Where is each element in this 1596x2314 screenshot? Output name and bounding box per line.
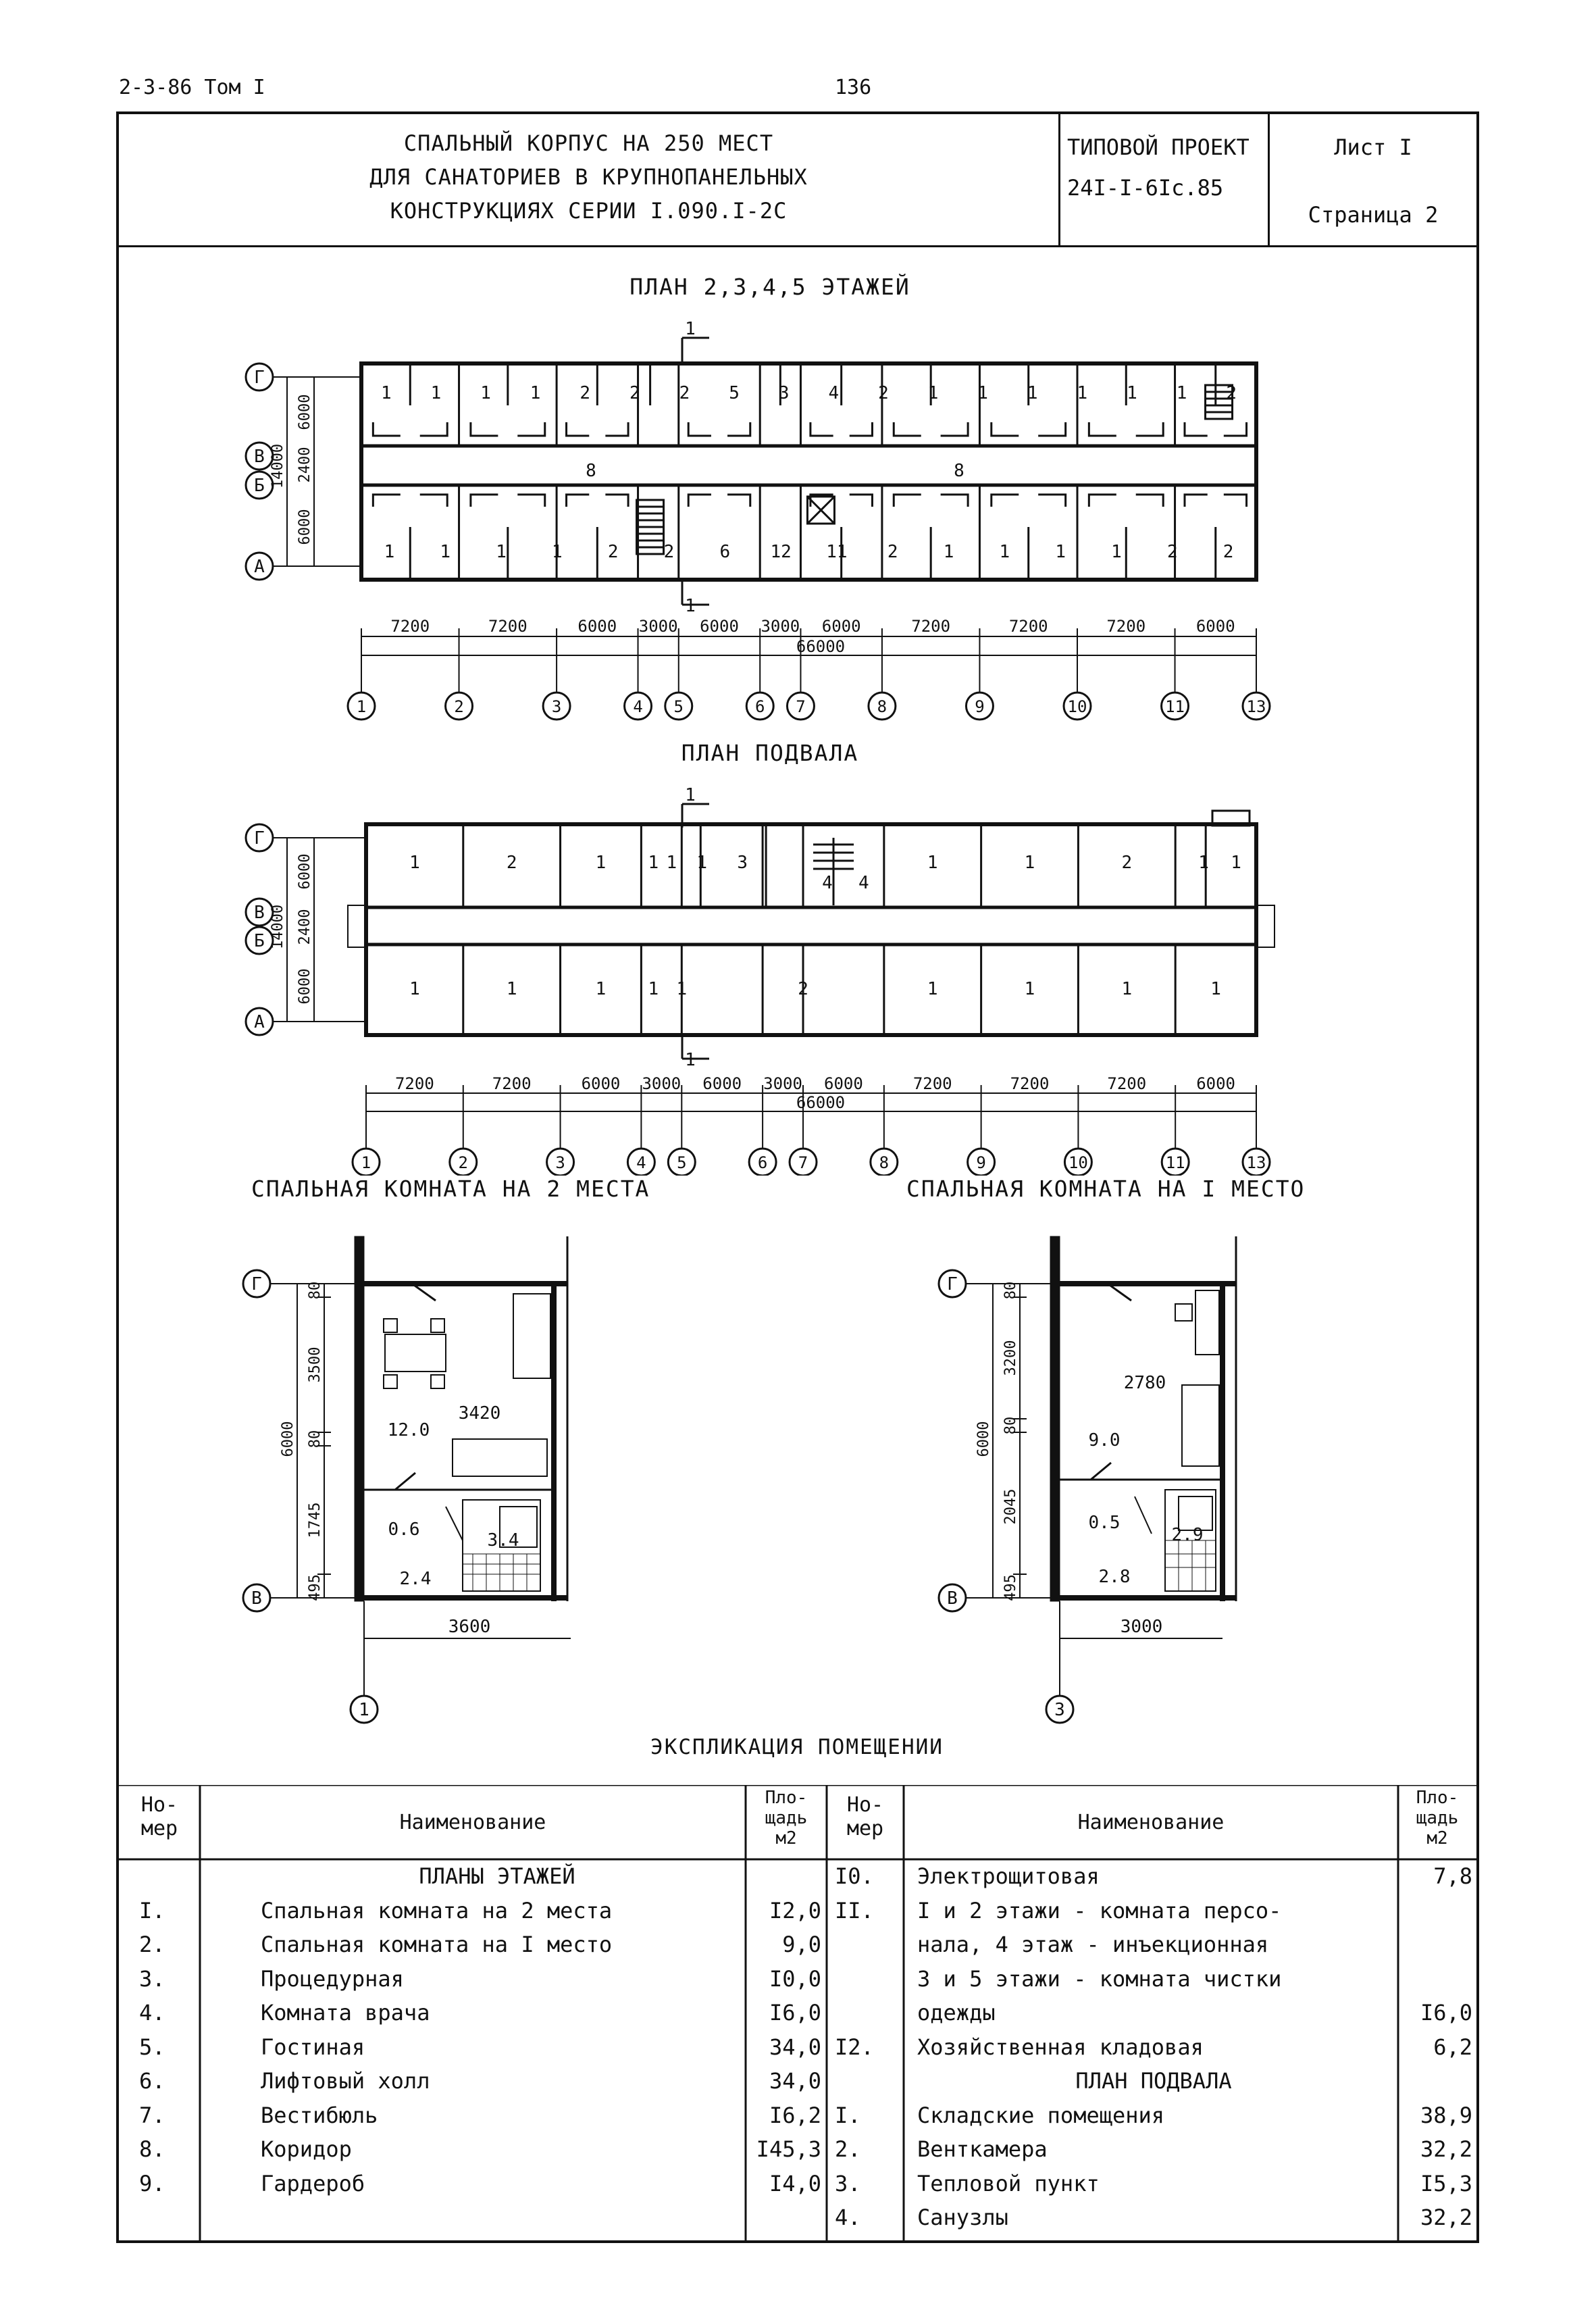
basement-plan — [223, 770, 1317, 1176]
explication-right-num: II. — [835, 1897, 874, 1923]
floor-top-room-label: 1 — [927, 383, 939, 403]
explication-right-num: I. — [835, 2102, 861, 2128]
basement-top-room-label: 1 — [927, 853, 938, 873]
floor-section-label-bottom: 1 — [685, 596, 696, 616]
floor-top-room-label: 1 — [1027, 383, 1038, 403]
explication-left-num: 6. — [139, 2068, 165, 2094]
floor-bathroom-fixture-top — [894, 422, 968, 436]
floor-bay-dim: 6000 — [1195, 617, 1235, 636]
floor-axis-col-label: 1 — [356, 697, 367, 716]
floor-dim-vert-1: 6000 — [297, 394, 313, 430]
basement-bay-dim: 6000 — [702, 1074, 742, 1093]
floor-axis-col-label: 9 — [975, 697, 985, 716]
room-one-area-bath: 2.9 — [1171, 1525, 1204, 1545]
wardrobe — [1195, 1290, 1219, 1355]
explication-right-area: 38,9 — [1420, 2102, 1472, 2128]
floor-dim-vert-3: 6000 — [297, 509, 313, 545]
basement-plan-heading: ПЛАН ПОДВАЛА — [681, 740, 859, 766]
floor-axis-col-label: 10 — [1067, 697, 1087, 716]
floor-top-room-label: 2 — [679, 383, 690, 403]
explication-left-num: 9. — [139, 2170, 165, 2196]
basement-bottom-room-label: 1 — [409, 979, 420, 999]
sheet-number: Лист I — [1334, 134, 1412, 160]
basement-bay-dim: 7200 — [492, 1074, 532, 1093]
basement-axis-row-label-V: В — [254, 903, 265, 923]
room-one-axis-bottom: В — [947, 1588, 958, 1609]
floor-axis-row-label-A: А — [254, 557, 265, 577]
basement-axis-col-label: 3 — [555, 1153, 565, 1172]
basement-bay-dim: 6000 — [1196, 1074, 1235, 1093]
header-area-right: Пло- щадь м2 — [1416, 1788, 1459, 1848]
floor-bottom-room-label: 2 — [663, 542, 675, 562]
room-two-dim-5: 495 — [307, 1574, 324, 1601]
floor-bottom-room-label: 1 — [552, 542, 563, 562]
basement-bay-dim: 6000 — [824, 1074, 863, 1093]
explication-right-num: I2. — [835, 2034, 874, 2060]
floor-top-room-label: 3 — [778, 383, 790, 403]
floor-top-room-label: 1 — [1077, 383, 1088, 403]
floor-bottom-room-label: 2 — [1166, 542, 1178, 562]
basement-axis-col-label: 7 — [798, 1153, 808, 1172]
explication-left-name: Коридор — [261, 2136, 352, 2162]
floor-axis-col-label: 5 — [673, 697, 684, 716]
title-line-1: СПАЛЬНЫЙ КОРПУС НА 250 МЕСТ — [403, 130, 774, 156]
explication-right-name: Санузлы — [917, 2205, 1008, 2230]
explication-right-num: 3. — [835, 2170, 861, 2196]
basement-top-room-labels — [409, 853, 1241, 893]
floor-bay-dim: 6000 — [700, 617, 739, 636]
room-two-dim-1: 80 — [307, 1281, 324, 1300]
explication-right-name: Венткамера — [917, 2136, 1048, 2162]
floor-bathroom-fixture-top — [1185, 422, 1247, 436]
room-one-axis-top: Г — [947, 1274, 958, 1294]
explication-left-num: 5. — [139, 2034, 165, 2060]
explication-left-area: I0,0 — [769, 1965, 821, 1992]
floor-top-room-label: 2 — [580, 383, 591, 403]
basement-top-room-label: 4 — [858, 873, 869, 893]
document-reference: 2-3-86 Том I — [119, 76, 265, 99]
basement-stair-left — [348, 905, 366, 947]
floor-bathroom-fixture-bottom — [373, 495, 447, 507]
floor-bathroom-fixture-top — [567, 422, 629, 436]
room-two-area-small: 0.6 — [388, 1519, 420, 1540]
explication-right-name: одежды — [917, 2000, 996, 2026]
basement-top-room-label: 1 — [1231, 853, 1241, 873]
basement-bottom-room-label: 1 — [927, 979, 938, 999]
floor-bathroom-fixture-bottom — [894, 495, 968, 507]
room-one-area-small: 0.5 — [1088, 1513, 1121, 1533]
basement-axis-row-label-A: А — [254, 1012, 265, 1032]
basement-section-label-bottom: 1 — [685, 1050, 696, 1070]
floor-bottom-room-label: 1 — [384, 542, 395, 562]
basement-bay-dim: 3000 — [763, 1074, 802, 1093]
basement-axis-col-label: 9 — [976, 1153, 986, 1172]
room-one-area: 9.0 — [1088, 1430, 1121, 1451]
floor-top-room-label: 1 — [480, 383, 491, 403]
explication-right-name: Электрощитовая — [917, 1863, 1100, 1889]
explication-right-name: Складские помещения — [917, 2102, 1165, 2128]
basement-top-room-label: 1 — [666, 853, 677, 873]
room-two-dim-total: 6000 — [280, 1421, 297, 1457]
explication-right-area: 32,2 — [1420, 2205, 1472, 2230]
floor-bay-dim: 7200 — [911, 617, 951, 636]
explication-left-area: I4,0 — [769, 2170, 821, 2196]
basement-top-room-label: 2 — [1121, 853, 1133, 873]
explication-left-area: 34,0 — [769, 2034, 821, 2060]
floor-axis-row-label-G: Г — [254, 368, 265, 388]
floor-bay-dim: 7200 — [390, 617, 430, 636]
floor-bottom-room-label: 1 — [1111, 542, 1122, 562]
explication-left-name: Лифтовый холл — [261, 2068, 430, 2094]
floor-bathroom-fixture-top — [471, 422, 545, 436]
basement-dim-vert-1: 6000 — [297, 853, 313, 890]
floor-column-axes — [348, 693, 1270, 720]
floor-corridor-label-2: 8 — [954, 461, 964, 481]
basement-axis-col-label: 10 — [1068, 1153, 1088, 1172]
room-one-exterior-wall — [1050, 1236, 1060, 1601]
explication-left-name: Спальная комната на 2 места — [261, 1897, 613, 1923]
header-num-right: Но- мер — [846, 1793, 884, 1840]
floor-top-room-label: 1 — [1176, 383, 1187, 403]
basement-axis-col-label: 11 — [1165, 1153, 1185, 1172]
basement-axis-col-label: 6 — [757, 1153, 768, 1172]
basement-bay-dim: 3000 — [642, 1074, 681, 1093]
explication-right-num: 4. — [835, 2205, 861, 2230]
table — [385, 1334, 446, 1372]
floor-bottom-room-label: 1 — [999, 542, 1010, 562]
explication-table — [119, 1785, 1476, 2240]
basement-bottom-room-label: 1 — [506, 979, 517, 999]
floor-bathroom-fixture-bottom — [688, 495, 750, 507]
bed — [1182, 1385, 1219, 1466]
floor-bottom-room-labels — [384, 542, 1234, 562]
room-one-inner-width: 2780 — [1123, 1373, 1166, 1393]
floor-top-room-labels — [381, 383, 1237, 403]
floor-bathroom-fixture-bottom — [567, 495, 629, 507]
floor-top-room-label: 1 — [1127, 383, 1137, 403]
floor-corridor-label-1: 8 — [586, 461, 596, 481]
floor-bottom-room-label: 2 — [607, 542, 619, 562]
room-one-dim-4: 2045 — [1002, 1488, 1019, 1525]
explication-left-name: Процедурная — [261, 1965, 404, 1992]
room-two-area-bath: 3.4 — [487, 1530, 519, 1551]
project-label: ТИПОВОЙ ПРОЕКТ — [1067, 134, 1250, 160]
floor-axis-row-label-V: В — [254, 447, 265, 467]
explication-left-area: I45,3 — [756, 2136, 821, 2162]
room-one-axis-col: 3 — [1054, 1700, 1065, 1720]
floor-bottom-room-label: 1 — [1055, 542, 1066, 562]
room-two-axis-bottom: В — [251, 1588, 262, 1609]
floor-top-room-label: 1 — [530, 383, 541, 403]
explication-left-num: 7. — [139, 2102, 165, 2128]
basement-bay-dim: 7200 — [394, 1074, 434, 1093]
basement-axis-col-label: 5 — [677, 1153, 687, 1172]
explication-left-name: Гардероб — [261, 2170, 365, 2196]
basement-axis-col-label: 1 — [361, 1153, 371, 1172]
explication-right-area: I5,3 — [1420, 2170, 1472, 2196]
room-two-inner-width: 3420 — [458, 1403, 501, 1424]
basement-bottom-room-labels — [409, 979, 1221, 999]
explication-left-num: 4. — [139, 2000, 165, 2026]
room-one-area-hall: 2.8 — [1098, 1567, 1131, 1587]
room-two-heading: СПАЛЬНАЯ КОМНАТА НА 2 МЕСТА — [251, 1176, 650, 1202]
floor-top-room-label: 5 — [729, 383, 740, 403]
basement-top-room-label: 1 — [595, 853, 607, 873]
floor-bathroom-fixture-top — [1089, 422, 1163, 436]
basement-top-room-label: 1 — [696, 853, 708, 873]
floor-total-dim: 66000 — [796, 637, 846, 656]
floor-bathroom-fixture-top — [688, 422, 750, 436]
floor-plan-heading: ПЛАН 2,3,4,5 ЭТАЖЕЙ — [629, 274, 910, 300]
floor-axis-col-label: 8 — [877, 697, 887, 716]
room-one-dim-3: 80 — [1002, 1416, 1019, 1435]
explication-right-area: 32,2 — [1420, 2136, 1472, 2162]
explication-left-num: 8. — [139, 2136, 165, 2162]
header-name-left: Наименование — [399, 1811, 546, 1834]
explication-left-num: 3. — [139, 1965, 165, 1992]
floor-top-room-label: 2 — [1226, 383, 1237, 403]
floor-axis-col-label: 13 — [1246, 697, 1266, 716]
basement-top-room-label: 1 — [1198, 853, 1209, 873]
room-one-heading: СПАЛЬНАЯ КОМНАТА НА I МЕСТО — [906, 1176, 1306, 1202]
floor-bottom-room-label: 1 — [440, 542, 451, 562]
explication-right-area: 6,2 — [1433, 2034, 1472, 2060]
floor-bottom-room-label: 6 — [719, 542, 731, 562]
basement-bay-dim: 7200 — [1107, 1074, 1147, 1093]
floor-dim-vert-total: 14000 — [269, 443, 286, 489]
floor-bay-dim: 7200 — [1106, 617, 1146, 636]
basement-dim-vert-2: 2400 — [297, 909, 313, 945]
basement-bottom-room-label: 1 — [1121, 979, 1133, 999]
floor-bay-dim: 7200 — [1008, 617, 1048, 636]
floor-bottom-room-label: 2 — [1222, 542, 1234, 562]
room-two-area: 12.0 — [387, 1420, 430, 1440]
explication-right-name: 3 и 5 этажи - комната чистки — [917, 1965, 1282, 1992]
floor-bathroom-fixture-bottom — [1185, 495, 1247, 507]
page-label: Страница 2 — [1308, 202, 1439, 228]
room-two-axis-col: 1 — [359, 1700, 369, 1720]
floor-dim-vert-2: 2400 — [297, 447, 313, 483]
header-num-left: Но- мер — [140, 1793, 178, 1840]
explication-left-num: 2. — [139, 1932, 165, 1957]
floor-top-room-label: 2 — [629, 383, 640, 403]
basement-column-axes — [353, 1149, 1270, 1176]
title-block-sheet — [1270, 114, 1476, 247]
explication-right-area: 7,8 — [1433, 1863, 1472, 1889]
room-one-dim-total: 6000 — [975, 1421, 992, 1457]
basement-axis-col-label: 2 — [458, 1153, 469, 1172]
room-two-width: 3600 — [448, 1617, 491, 1637]
room-two-exterior-wall — [355, 1236, 364, 1601]
basement-axis-row-label-G: Г — [254, 828, 265, 849]
floor-bay-dim: 6000 — [577, 617, 617, 636]
floor-top-room-label: 2 — [878, 383, 889, 403]
floor-axis-col-label: 11 — [1165, 697, 1185, 716]
basement-bay-dimensions — [395, 1074, 1235, 1093]
basement-partitions — [463, 824, 1206, 1035]
basement-bottom-room-label: 1 — [1210, 979, 1221, 999]
floor-bay-dimensions — [390, 617, 1235, 636]
explication-right-name: нала, 4 этаж - инъекционная — [917, 1932, 1269, 1957]
floor-bay-dim: 3000 — [638, 617, 678, 636]
room-two-axis-top: Г — [251, 1274, 262, 1294]
floor-axis-col-label: 2 — [454, 697, 464, 716]
explication-right-name: Тепловой пункт — [917, 2170, 1100, 2196]
floor-axis-col-label: 3 — [551, 697, 562, 716]
floor-axis-row-label-B: Б — [254, 476, 265, 496]
basement-bay-dim: 7200 — [912, 1074, 952, 1093]
basement-total-dim: 66000 — [796, 1093, 846, 1112]
basement-bottom-room-label: 2 — [798, 979, 808, 999]
explication-left-name: ПЛАНЫ ЭТАЖЕЙ — [419, 1863, 575, 1889]
bed-2 — [453, 1439, 547, 1476]
explication-right-num: I0. — [835, 1863, 874, 1889]
floor-bay-dim: 7200 — [488, 617, 527, 636]
floor-axis-col-label: 6 — [755, 697, 765, 716]
basement-section-label-top: 1 — [685, 785, 696, 805]
floor-section-label-top: 1 — [685, 319, 696, 339]
explication-left-name: Спальная комната на I место — [261, 1932, 613, 1957]
basement-top-room-label: 2 — [506, 853, 517, 873]
room-one-plan — [925, 1223, 1331, 1750]
explication-left-area: I6,2 — [769, 2102, 821, 2128]
basement-axis-row-label-B: Б — [254, 931, 265, 951]
floor-bottom-room-label: 1 — [943, 542, 954, 562]
header-name-right: Наименование — [1077, 1811, 1225, 1834]
basement-bottom-room-label: 1 — [1024, 979, 1035, 999]
header-area-left: Пло- щадь м2 — [765, 1788, 808, 1848]
basement-top-room-label: 4 — [822, 873, 833, 893]
explication-left-num: I. — [139, 1897, 165, 1923]
basement-bottom-room-label: 1 — [648, 979, 659, 999]
floor-bathroom-fixture-top — [992, 422, 1066, 436]
floor-top-room-label: 1 — [380, 383, 392, 403]
page-number: 136 — [835, 76, 872, 99]
floor-bottom-room-label: 12 — [770, 542, 792, 562]
basement-bay-dim: 7200 — [1010, 1074, 1050, 1093]
basement-dim-vert-total: 14000 — [269, 904, 286, 950]
room-one-dim-5: 495 — [1002, 1574, 1019, 1601]
floor-bathroom-fixture-bottom — [992, 495, 1066, 507]
explication-left-area: I6,0 — [769, 2000, 821, 2026]
room-two-dim-4: 1745 — [307, 1502, 324, 1538]
explication-right-area: I6,0 — [1420, 2000, 1472, 2026]
explication-heading: ЭКСПЛИКАЦИЯ ПОМЕЩЕНИИ — [650, 1735, 944, 1759]
room-one-width: 3000 — [1120, 1617, 1163, 1637]
floor-plan — [223, 304, 1317, 723]
basement-bottom-room-label: 1 — [676, 979, 688, 999]
floor-top-room-label: 1 — [977, 383, 988, 403]
project-number: 24I-I-6Iс.85 — [1067, 175, 1224, 201]
floor-bottom-room-label: 2 — [887, 542, 898, 562]
floor-fixtures — [373, 385, 1246, 554]
room-two-area-hall: 2.4 — [399, 1569, 432, 1589]
basement-top-room-label: 1 — [409, 853, 420, 873]
room-two-dim-3: 80 — [307, 1430, 324, 1449]
explication-right-name: Хозяйственная кладовая — [917, 2034, 1204, 2060]
floor-axis-col-label: 7 — [796, 697, 806, 716]
title-line-2: ДЛЯ САНАТОРИЕВ В КРУПНОПАНЕЛЬНЫХ — [369, 164, 808, 190]
basement-dim-vert-3: 6000 — [297, 968, 313, 1005]
floor-bay-dim: 3000 — [761, 617, 800, 636]
floor-bathroom-fixture-top — [373, 422, 447, 436]
basement-axis-col-label: 4 — [636, 1153, 646, 1172]
explication-left-name: Гостиная — [261, 2034, 365, 2060]
floor-bay-dim: 6000 — [821, 617, 861, 636]
floor-bathroom-fixture-bottom — [1089, 495, 1163, 507]
explication-left-name: Комната врача — [261, 2000, 430, 2026]
title-block-name — [119, 114, 1060, 247]
basement-top-room-label: 3 — [737, 853, 748, 873]
basement-axis-col-label: 8 — [879, 1153, 890, 1172]
room-one-dim-2: 3200 — [1002, 1340, 1019, 1376]
floor-top-room-label: 1 — [430, 383, 442, 403]
room-two-dim-2: 3500 — [307, 1347, 324, 1383]
basement-top-room-label: 1 — [648, 853, 659, 873]
basement-stair-right — [1256, 905, 1275, 947]
floor-top-room-label: 4 — [828, 383, 840, 403]
explication-right-name: ПЛАН ПОДВАЛА — [1075, 2068, 1232, 2094]
floor-bottom-room-label: 1 — [496, 542, 507, 562]
explication-right-name: I и 2 этажи - комната персо- — [917, 1897, 1282, 1923]
bed-1 — [513, 1294, 550, 1378]
explication-right-num: 2. — [835, 2136, 861, 2162]
room-one-dim-1: 80 — [1002, 1281, 1019, 1300]
floor-bathroom-fixture-top — [810, 422, 873, 436]
floor-axis-col-label: 4 — [633, 697, 643, 716]
basement-top-room-label: 1 — [1024, 853, 1035, 873]
room-two-plan — [230, 1223, 635, 1750]
floor-bathroom-fixture-bottom — [471, 495, 545, 507]
floor-bottom-room-label: 11 — [826, 542, 848, 562]
basement-bay-dim: 6000 — [581, 1074, 621, 1093]
basement-bottom-room-label: 1 — [595, 979, 607, 999]
basement-axis-col-label: 13 — [1246, 1153, 1266, 1172]
explication-left-name: Вестибюль — [261, 2102, 378, 2128]
title-block-project — [1060, 114, 1270, 247]
title-line-3: КОНСТРУКЦИЯХ СЕРИИ I.090.I-2С — [390, 198, 788, 224]
explication-left-area: 9,0 — [782, 1932, 821, 1957]
explication-left-area: 34,0 — [769, 2068, 821, 2094]
explication-left-area: I2,0 — [769, 1897, 821, 1923]
